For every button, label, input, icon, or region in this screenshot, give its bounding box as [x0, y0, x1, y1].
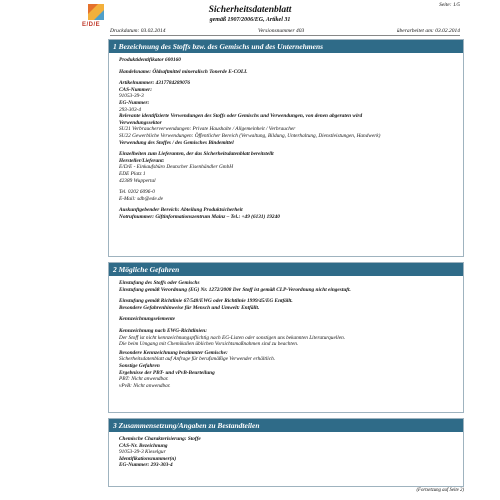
use-sector-label: Verwendungssektor	[119, 119, 162, 126]
cas-value: 91053-39-3	[119, 93, 144, 100]
relevant-uses: Relevante identifizierte Verwendungen des Stoffs oder Gemischs und Verwendungen, von denen abgeraten wird	[119, 113, 363, 120]
other-hazards: Sonstige Gefahren	[119, 362, 160, 369]
section-3	[108, 418, 464, 487]
eg-number: EG-Nummer: 293-303-4	[119, 462, 173, 469]
section-heading: 2 Mögliche Gefahren	[109, 263, 463, 276]
substance-use: Verwendung des Stoffes / des Gemisches Bindemittel	[119, 139, 234, 146]
section-heading: 3 Zusammensetzung/Angaben zu Bestandteilen	[109, 419, 463, 432]
special-labelling-label: Besondere Kennzeichnung bestimmter Gemische:	[119, 349, 228, 356]
cas-row: 91053-39-3 Kieselgur	[119, 449, 166, 456]
supplier-email[interactable]: E-Mail: sdb@ede.de	[119, 195, 163, 202]
hazard-notes: Besondere Gefahrenhinweise für Mensch und Umwelt: Entfällt.	[119, 304, 260, 311]
section-heading: 1 Bezeichnung des Stoffs bzw. des Gemischs und des Unternehmens	[109, 40, 463, 53]
classification-clp: Einstufung gemäß Verordnung (EG) Nr. 1272/2008 Der Stoff ist gemäß CLP-Verordnung nicht eingestuft.	[119, 286, 351, 293]
document-meta	[110, 28, 460, 36]
section-body	[109, 53, 463, 224]
section-body	[109, 432, 463, 473]
classification-ewg: Einstufung gemäß Richtlinie 67/548/EWG oder Richtlinie 1999/45/EG Entfällt.	[119, 298, 293, 305]
article-number: Artikelnummer: 4317784289076	[119, 80, 191, 87]
supplier-street: EDE Platz 1	[119, 170, 146, 177]
eg-value: 293-303-4	[119, 106, 142, 113]
cas-label: CAS-Nummer:	[119, 86, 152, 93]
identification-label: Identifikationsnummer(n)	[119, 455, 177, 462]
pbt-assessment: Ergebnisse der PBT- und vPvB-Beurteilung	[119, 369, 215, 376]
logo-text: E/D/E	[82, 22, 101, 28]
document-subtitle: gemäß 1907/2006/EG, Artikel 31	[209, 17, 291, 23]
product-identifier: Produktidentifikator 600160	[119, 57, 181, 63]
supplier-label: Hersteller/Lieferant:	[119, 157, 165, 164]
use-sector-su21: SU21 Verbraucherverwendungen: Private Haushalte / Allgemeinheit / Verbraucher	[119, 126, 296, 133]
print-date: Druckdatum: 03.02.2014	[110, 28, 166, 34]
section-2	[108, 262, 464, 413]
page-number: Seite: 1/5	[439, 2, 460, 8]
special-labelling-text: Sicherheitsdatenblatt auf Anfrage für berufsmäßige Verwender erhältlich.	[119, 356, 276, 363]
supplier-city: 42389 Wuppertal	[119, 177, 156, 184]
classification-label: Einstufung des Stoffs oder Gemischs	[119, 280, 200, 286]
emergency-number: Notrufnummer: Giftinformationszentrum Mainz – Tel.: +49 (6131) 19240	[119, 213, 280, 220]
ewg-labelling-text-2: Die beim Umgang mit Chemikalien üblichen Vorsichtsmaßnahmen sind zu beachten.	[119, 341, 299, 348]
eg-label: EG-Nummer:	[119, 99, 150, 106]
supplier-phone: Tel. 0202 6096-0	[119, 189, 155, 196]
continuation-note: (Fortsetzung auf Seite 2)	[416, 488, 464, 493]
version-number: Versionsnummer 403	[257, 28, 305, 34]
ewg-labelling-label: Kennzeichnung nach EWG-Richtlinien:	[119, 327, 208, 334]
supplier-details: Einzelheiten zum Lieferanten, der das Sicherheitsdatenblatt bereitstellt	[119, 151, 274, 158]
label-elements: Kennzeichnungselemente	[119, 316, 175, 323]
document-title: Sicherheitsdatenblatt	[208, 5, 292, 15]
use-sector-su22: SU22 Gewerbliche Verwendungen: Öffentlicher Bereich (Verwaltung, Bildung, Unterhaltung, Dienstleistungen, Handwerk)	[119, 132, 381, 139]
pbt-value: PBT: Nicht anwendbar.	[119, 376, 169, 383]
vpvb-value: vPvB: Nicht anwendbar.	[119, 382, 171, 389]
revised-date: überarbeitet am: 03.02.2014	[396, 28, 460, 34]
section-1	[108, 39, 464, 257]
supplier-name: E/D/E - Einkaufsbüro Deutscher Eisenhändler GmbH	[119, 164, 234, 171]
cas-header: CAS-Nr. Bezeichnung	[119, 442, 168, 449]
chemical-characterisation: Chemische Charakterisierung: Stoffe	[119, 436, 201, 442]
ewg-labelling-text-1: Der Stoff ist nicht kennzeichnungspflichtig nach EG-Listen oder sonstigen uns bekannten Literaturquellen.	[119, 334, 346, 341]
info-department: Auskunftgebender Bereich: Abteilung Produktsicherheit	[119, 207, 243, 214]
section-body	[109, 276, 463, 393]
trade-name: Handelsname: Öldsaftmittel mineralisch Tonerde E-COLL	[119, 68, 248, 75]
